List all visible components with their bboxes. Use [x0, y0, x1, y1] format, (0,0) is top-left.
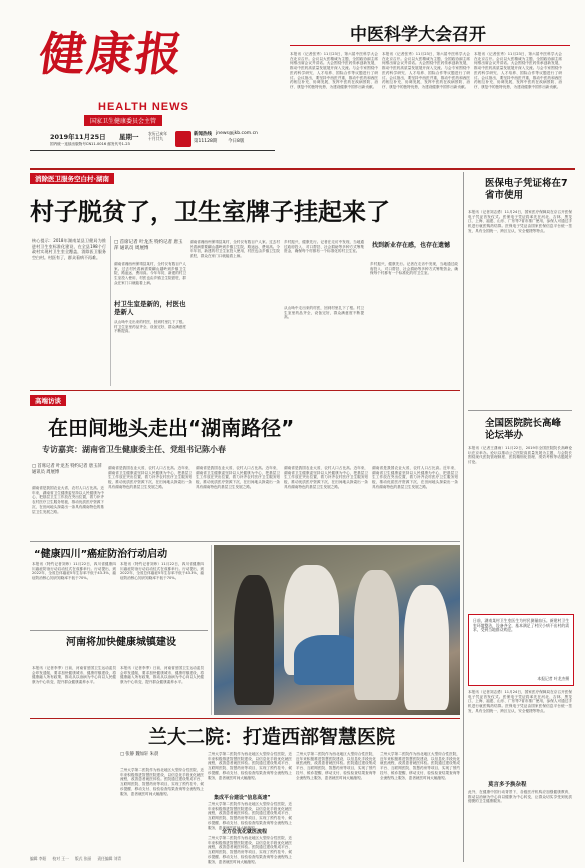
interview-text-1: 湖南省是我国农业大省，农村人口占比高。近年来，湖南省卫生健康委坚持以人民健康为中心，把基层卫生工作放在突出位置，着力补齐农村医疗卫生服务短板，推动优质医疗资源下沉，在田间地头探索出一条具有湖南特色的基层卫生发展之路。 — [32, 486, 104, 514]
lunar-date: 农历己亥年 十月廿九 — [148, 131, 167, 141]
banner-text-6: 乡村振兴，健康先行。记者在走访中发现，当地通过政府投入、对口帮扶、社会捐助等多种方式筹集资金，确保每个村都有一个标准化的村卫生室。 — [370, 262, 458, 276]
top-story-text-col3: 本报讯（记者张秀）11月23日，第六届中医科学大会在北京召开。会议以大医精诚为主题，全国政协副主席何维出席会议并讲话。大会围绕中医药传承创新发展，推动中医药高质量发展展开深入交流。与会专家围绕中医药科学研究、人才培养、国际合作等议题进行了研讨。会议指出，要坚持中西医并重，推动中医药和西医药相互补充、协调发展，发挥中医药在疾病预防、治疗、康复中的独特优势，为建设健康中国作出新贡献。 — [474, 52, 562, 89]
newspaper-logo: 健康报 — [35, 27, 188, 81]
right-headline-1: 医保电子凭证将在7省市使用 — [485, 178, 568, 201]
english-name: HEALTH NEWS — [98, 101, 189, 113]
footer-credits — [30, 856, 121, 862]
masthead — [35, 18, 200, 98]
qr-code-icon — [175, 131, 191, 147]
bottom-text-2: 兰州大学第二医院作为西北地区大型综合性医院，近年来积极推进智慧医院建设，以信息化手段优化就医流程，改善患者就医体验。医院通过建设集成平台、互联网医院、智慧药房等项目，实现了预约挂号、候诊提醒、移动支付、检验检查结果查询等全流程线上服务，患者就医时间大幅缩短。 — [208, 752, 292, 780]
right-bottom-title: 莫言多予换杂程 — [488, 782, 527, 788]
photo-caption-text: 日前，湖南某村卫生室医生为村民测量血压。新建村卫生室环境整洁，设备齐全，基本满足了村民小病不出村的需求，受到当地群众欢迎。 — [473, 618, 569, 633]
banner-text-2: 从山坳中走出来的村医，回到村里扎下了根。村卫生室里药品齐全，设备完好，群众满意度不断提高。 — [114, 320, 186, 334]
right-bottom-text: 此外，在健康中国行动背景下，各级医疗机构应加强健康教育，推动以治病为中心向以健康为中心转变，让群众切实享受到优质便捷的卫生健康服务。 — [468, 790, 572, 804]
henan-headline: 河南将加快健康城镇建设 — [66, 637, 176, 648]
interview-text-2: 湖南省是我国农业大省，农村人口占比高。近年来，湖南省卫生健康委坚持以人民健康为中心，把基层卫生工作放在突出位置，着力补齐农村医疗卫生服务短板，推动优质医疗资源下沉，在田间地头探索出一条具有湖南特色的基层卫生发展之路。 — [108, 466, 192, 489]
interview-byline: □ 首席记者 叶龙杰 特约记者 唐玉萍 通讯员 周展博 — [32, 464, 102, 475]
bottom-subhead-1: 集成平台建设“信息高速” — [214, 795, 271, 801]
page-count: 今日8版 — [228, 139, 245, 144]
interview-subtitle: 专访嘉宾：湖南省卫生健康委主任、党组书记陈小春 — [42, 445, 226, 454]
sichuan-headline: “健康四川”癌症防治行动启动 — [34, 549, 168, 560]
banner-text-3: 湖南省湘西州保靖县某村，全村仅有数百户人家。过去村民看病需要翻山越岭到乡镇卫生院，路途远、费用高。今年年初，新建的村卫生室投入使用，村医也由乡镇卫生院派驻，群众在家门口就能看上病。 — [190, 240, 280, 259]
interview-headline: 在田间地头走出“湖南路径” — [48, 416, 295, 440]
issue-date: 2019年11月25日 — [50, 133, 106, 141]
interview-text-4: 湖南省是我国农业大省，农村人口占比高。近年来，湖南省卫生健康委坚持以人民健康为中心，把基层卫生工作放在突出位置，着力补齐农村医疗卫生服务短板，推动优质医疗资源下沉，在田间地头探索出一条具有湖南特色的基层卫生发展之路。 — [284, 466, 368, 489]
bottom-text-6: 兰州大学第二医院作为西北地区大型综合性医院，近年来积极推进智慧医院建设，以信息化手段优化就医流程，改善患者就医体验。医院通过建设集成平台、互联网医院、智慧药房等项目，实现了预约挂号、候诊提醒、移动支付、检验检查结果查询等全流程线上服务，患者就医时间大幅缩短。 — [380, 752, 460, 780]
right-text-3: 本报讯（记者刘志勇）11月24日，国家医疗保障局在京召开医保电子凭证首发仪式。医保电子凭证将率先在河北、吉林、黑龙江、上海、福建、山东、广东等7省市推广使用，参保人可通过手机进行就医购药结算。医保电子凭证由国家医保信息平台统一签发，具有全国统一、跨区互认、安全便捷等特点。 — [468, 690, 572, 713]
news-photo — [214, 545, 460, 715]
henan-text-1: 本报讯（记者李季）日前，河南省爱国卫生运动委员会印发通知，要求加快健康城市、健康村镇建设，将健康融入所有政策，推动从以治病为中心向以人民健康为中心转变，提升群众健康素养水平。 — [32, 666, 116, 685]
footer-item: 校对 王一 — [52, 856, 69, 861]
interview-text-5: 湖南省是我国农业大省，农村人口占比高。近年来，湖南省卫生健康委坚持以人民健康为中心，把基层卫生工作放在突出位置，着力补齐农村医疗卫生服务短板，推动优质医疗资源下沉，在田间地头探索出一条具有湖南特色的基层卫生发展之路。 — [372, 466, 458, 489]
right-text-1: 本报讯（记者刘志勇）11月24日，国家医疗保障局在京召开医保电子凭证首发仪式。医保电子凭证将率先在河北、吉林、黑龙江、上海、福建、山东、广东等7省市推广使用，参保人可通过手机进行就医购药结算。医保电子凭证由国家医保信息平台统一签发，具有全国统一、跨区互认、安全便捷等特点。 — [468, 210, 572, 233]
hotline-label: 新闻热线 — [194, 132, 212, 137]
banner-subhead: 村卫生室是新的，村医也是新人 — [114, 300, 186, 316]
weekday: 星期一 — [119, 133, 139, 141]
henan-text-2: 本报讯（记者李季）日前，河南省爱国卫生运动委员会印发通知，要求加快健康城市、健康村镇建设，将健康融入所有政策，推动从以治病为中心向以人民健康为中心转变，提升群众健康素养水平。 — [120, 666, 204, 685]
banner-text-5: 从山坳中走出来的村医，回到村里扎下了根。村卫生室里药品齐全，设备完好，群众满意度不断提高。 — [284, 306, 364, 320]
bottom-byline: □ 张静 魏加轩 朱晨 — [120, 752, 159, 757]
issue-codes: 国内统一连续出版物号CN11-0016 邮发代号1-23 — [50, 142, 130, 146]
issue-number: 第11128期 — [194, 139, 218, 144]
top-story-text-col1: 本报讯（记者张秀）11月23日，第六届中医科学大会在北京召开。会议以大医精诚为主题，全国政协副主席何维出席会议并讲话。大会围绕中医药传承创新发展，推动中医药高质量发展展开深入交流。与会专家围绕中医药科学研究、人才培养、国际合作等议题进行了研讨。会议指出，要坚持中西医并重，推动中医药和西医药相互补充、协调发展，发挥中医药在疾病预防、治疗、康复中的独特优势，为建设健康中国作出新贡献。 — [290, 52, 378, 89]
banner-text-4: 乡村振兴，健康先行。记者在走访中发现，当地通过政府投入、对口帮扶、社会捐助等多种方式筹集资金，确保每个村都有一个标准化的村卫生室。 — [284, 240, 364, 254]
photo-caption-box — [468, 614, 574, 686]
photo-credit: 本报记者 叶龙杰摄 — [537, 676, 569, 681]
footer-item: 版式 张丽 — [74, 856, 92, 861]
bottom-headline: 兰大二院：打造西部智慧医院 — [148, 726, 396, 748]
top-story-headline: 中医科学大会召开 — [350, 25, 486, 45]
banner-side-note: 找到新业存在感，也存在遗憾 — [372, 242, 451, 249]
bottom-text-4: 兰州大学第二医院作为西北地区大型综合性医院，近年来积极推进智慧医院建设，以信息化手段优化就医流程，改善患者就医体验。医院通过建设集成平台、互联网医院、智慧药房等项目，实现了预约挂号、候诊提醒、移动支付、检验检查结果查询等全流程线上服务，患者就医时间大幅缩短。 — [208, 836, 292, 864]
banner-text-1: 湖南省湘西州保靖县某村，全村仅有数百户人家。过去村民看病需要翻山越岭到乡镇卫生院，路途远、费用高。今年年初，新建的村卫生室投入使用，村医也由乡镇卫生院派驻，群众在家门口就能看上病。 — [114, 262, 186, 285]
sichuan-text-1: 本报讯（特约记者刘炜）11月22日，四川省健康四川癌症防治行动启动仪式在成都举行。行动提出，到2022年，全省总体癌症5年生存率不低于43.3%，癌症防治核心知识知晓率不低于70%。 — [32, 562, 116, 581]
banner-byline: □ 首席记者 叶龙杰 特约记者 唐玉萍 通讯员 周展博 — [114, 240, 183, 251]
right-headline-2: 全国医院院长高峰论坛举办 — [485, 418, 562, 441]
bottom-text-3: 兰州大学第二医院作为西北地区大型综合性医院，近年来积极推进智慧医院建设，以信息化手段优化就医流程，改善患者就医体验。医院通过建设集成平台、互联网医院、智慧药房等项目，实现了预约挂号、候诊提醒、移动支付、检验检查结果查询等全流程线上服务，患者就医时间大幅缩短。 — [208, 802, 292, 830]
right-text-2: 本报讯（记者王潇雨）11月22日，2019年全国医院院长高峰论坛在京举办。论坛以推动公立医院高质量发展为主题，与会院长围绕现代医院管理制度、医院精细化管理、绩效考核等话题展开讨论。 — [468, 446, 572, 465]
interview-text-3: 湖南省是我国农业大省，农村人口占比高。近年来，湖南省卫生健康委坚持以人民健康为中心，把基层卫生工作放在突出位置，着力补齐农村医疗卫生服务短板，推动优质医疗资源下沉，在田间地头探索出一条具有湖南特色的基层卫生发展之路。 — [196, 466, 280, 489]
interview-kicker: 高端访谈 — [30, 395, 66, 406]
sponsor-bar: 国家卫生健康委员会主管 — [84, 115, 162, 126]
bottom-text-5: 兰州大学第二医院作为西北地区大型综合性医院，近年来积极推进智慧医院建设，以信息化手段优化就医流程，改善患者就医体验。医院通过建设集成平台、互联网医院、智慧药房等项目，实现了预约挂号、候诊提醒、移动支付、检验检查结果查询等全流程线上服务，患者就医时间大幅缩短。 — [296, 752, 376, 780]
banner-intro: 核心提示：2018年湖南某县卫健局为推进村卫生室标准化建设，在全县198个行政村实现村卫生室全覆盖，消除医卫服务空白村。村医有了，群众看病不再难。 — [32, 238, 106, 260]
banner-kicker: 消除医卫服务空白村·湖南 — [30, 173, 114, 184]
email: jnews@jkb.com.cn — [216, 131, 258, 136]
bottom-subhead-2: 全方位优化就医流程 — [222, 829, 268, 835]
sichuan-text-2: 本报讯（特约记者刘炜）11月22日，四川省健康四川癌症防治行动启动仪式在成都举行。行动提出，到2022年，全省总体癌症5年生存率不低于43.3%，癌症防治核心知识知晓率不低于70%。 — [120, 562, 204, 581]
bottom-text-1: 兰州大学第二医院作为西北地区大型综合性医院，近年来积极推进智慧医院建设，以信息化手段优化就医流程，改善患者就医体验。医院通过建设集成平台、互联网医院、智慧药房等项目，实现了预约挂号、候诊提醒、移动支付、检验检查结果查询等全流程线上服务，患者就医时间大幅缩短。 — [120, 768, 204, 796]
banner-headline: 村子脱贫了，卫生室牌子挂起来了 — [30, 198, 390, 226]
top-story-text-col2: 本报讯（记者张秀）11月23日，第六届中医科学大会在北京召开。会议以大医精诚为主题，全国政协副主席何维出席会议并讲话。大会围绕中医药传承创新发展，推动中医药高质量发展展开深入交流。与会专家围绕中医药科学研究、人才培养、国际合作等议题进行了研讨。会议指出，要坚持中西医并重，推动中医药和西医药相互补充、协调发展，发挥中医药在疾病预防、治疗、康复中的独特优势，为建设健康中国作出新贡献。 — [382, 52, 470, 89]
footer-item: 编辑 李阳 — [30, 856, 47, 861]
footer-item: 责任编辑 刘青 — [97, 856, 122, 861]
